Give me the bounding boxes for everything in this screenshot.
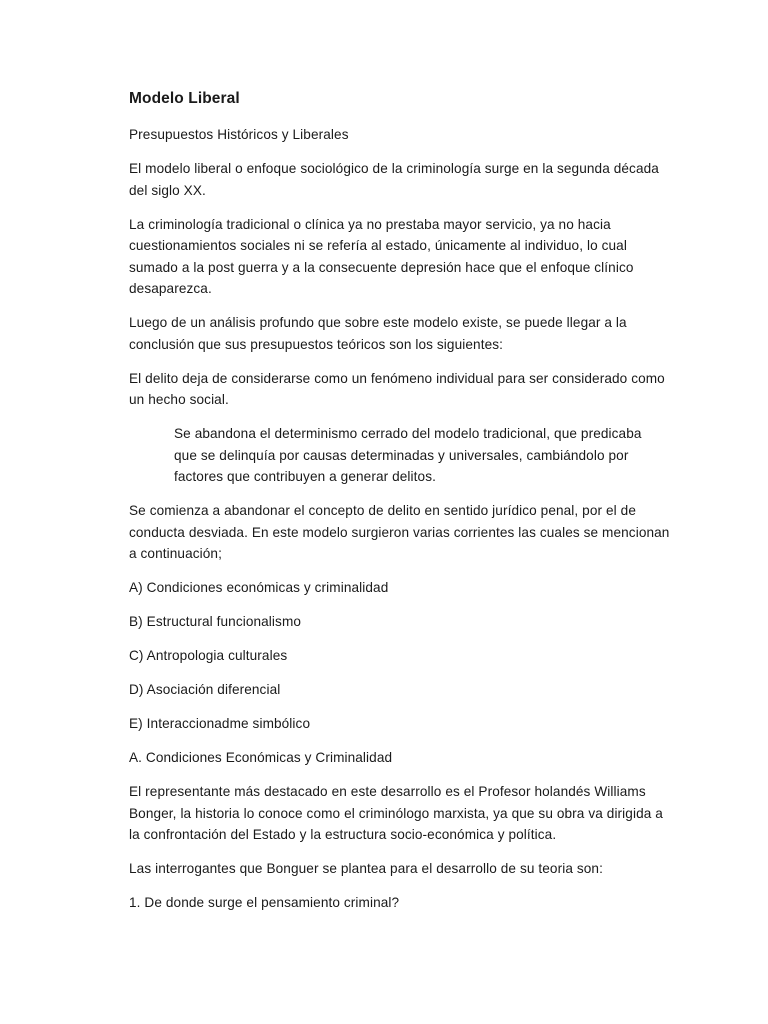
paragraph-bonger: El representante más destacado en este desarrollo es el Profesor holandés Williams Bonger, la historia lo conoce como el criminólogo marxista, ya que su obra va dirigida a la confrontación del Estado y la estructura socio-económica y política.	[129, 784, 663, 842]
paragraph-intro: El modelo liberal o enfoque sociológico de la criminología surge en la segunda década del siglo XX.	[129, 161, 659, 198]
currents-list	[129, 577, 677, 735]
paragraph-analysis: Luego de un análisis profundo que sobre este modelo existe, se puede llegar a la conclusión que sus presupuestos teóricos son los siguientes:	[129, 315, 627, 352]
document-title: Modelo Liberal	[129, 90, 240, 107]
indented-paragraph: Se abandona el determinismo cerrado del modelo tradicional, que predicaba que se delinquía por causas determinadas y universales, cambiándolo por factores que contribuyen a generar delitos.	[174, 426, 642, 484]
list-item: A) Condiciones económicas y criminalidad	[129, 580, 389, 595]
document-page	[129, 88, 677, 926]
question-item: 1. De donde surge el pensamiento criminal?	[129, 895, 400, 910]
list-item: B) Estructural funcionalismo	[129, 614, 302, 629]
list-item: C) Antropologia culturales	[129, 648, 288, 663]
paragraph-traditional-criminology: La criminología tradicional o clínica ya no prestaba mayor servicio, ya no hacia cuestionamientos sociales ni se refería al estado, únicamente al individuo, lo cual sumado a la post guerra y a la consecuente depresión hace que el enfoque clínico desaparezca.	[129, 216, 634, 296]
paragraph-questions: Las interrogantes que Bonguer se plantea para el desarrollo de su teoria son:	[129, 861, 603, 876]
paragraph-deviant-conduct: Se comienza a abandonar el concepto de delito en sentido jurídico penal, por el de conducta desviada. En este modelo surgieron varias corrientes las cuales se mencionan a continuación;	[129, 503, 670, 561]
section-heading: A. Condiciones Económicas y Criminalidad	[129, 750, 393, 765]
document-subtitle: Presupuestos Históricos y Liberales	[129, 127, 349, 142]
list-item: D) Asociación diferencial	[129, 682, 281, 697]
paragraph-social-fact: El delito deja de considerarse como un fenómeno individual para ser considerado como un hecho social.	[129, 370, 665, 407]
list-item: E) Interaccionadme simbólico	[129, 716, 311, 731]
